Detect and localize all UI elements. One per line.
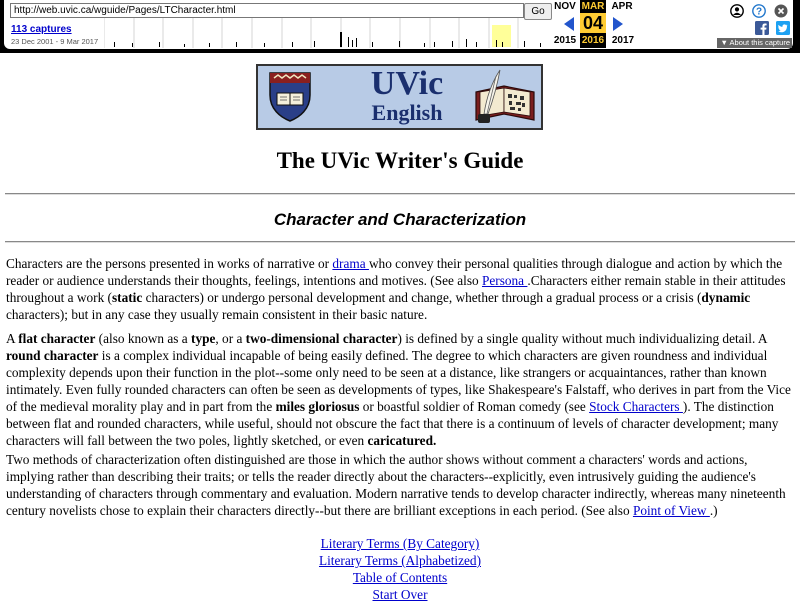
wayback-prev-year[interactable]: 2015 (553, 35, 577, 46)
text: ). The distinction between flat and rounded characters, while useful, should not obscure the fact that there is a continuum of levels of character development; many characters will fall between the two poles, lightly sketched, or even (6, 399, 779, 448)
facebook-icon[interactable] (755, 21, 769, 35)
text: (also known as a (95, 331, 192, 346)
link-point-of-view[interactable]: Point of View (632, 503, 710, 518)
term-type: type (191, 331, 216, 346)
term-dynamic: dynamic (701, 290, 751, 305)
text: characters) or undergo personal development and change, whether through a gradual process or a crisis ( (142, 290, 702, 305)
text: A (6, 331, 19, 346)
link-literary-terms-by-category[interactable]: Literary Terms (By Category) (320, 536, 480, 551)
link-table-of-contents[interactable]: Table of Contents (352, 570, 448, 585)
svg-text:?: ? (755, 6, 763, 18)
wayback-prev-month[interactable]: NOV (554, 1, 576, 12)
link-drama[interactable]: drama (332, 256, 369, 271)
wayback-toolbar (0, 0, 800, 53)
text: .Characters either remain stable in their attitudes throughout a work ( (6, 273, 786, 305)
text: is a complex individual incapable of being easily defined. The degree to which characters are given roundness and individual complexity depends upon their function in the plot--some only need to be seen at a distance, like strangers or acquaintances, rather than known intimately. Even fully rounded characters can often be seen as developments of types, like Shakespeare's Falstaff, who derives in part from the Vice of the medieval morality play and in part from the (6, 348, 791, 414)
paragraph-characters (6, 255, 796, 323)
term-miles-gloriosus: miles gloriosus (275, 399, 360, 414)
text: characters); but in any case they usually remain consistent in their basic nature. (6, 307, 428, 322)
section-title: Character and Characterization (273, 210, 527, 229)
twitter-icon[interactable] (776, 21, 790, 35)
wayback-url-input[interactable]: http://web.uvic.ca/wguide/Pages/LTCharacter.html (10, 3, 524, 18)
wayback-next-year[interactable]: 2017 (611, 35, 635, 46)
wayback-captures-link[interactable]: 113 captures (11, 24, 72, 35)
text: who convey their personal qualities through dialogue and action by which the reader or audience understands their thoughts, feelings, intentions and motives. (See also (6, 256, 783, 288)
uvic-crest-icon (268, 71, 312, 123)
text: ) is defined by a single quality without much individualizing detail. A (397, 331, 767, 346)
sparkline-highlight-year (492, 25, 511, 47)
link-persona[interactable]: Persona (481, 273, 528, 288)
paragraph-flat-round (6, 330, 796, 449)
logo-uvic-text: UVic (370, 65, 444, 102)
logo-english-text: English (371, 100, 443, 125)
text: Characters are the persons presented in works of narrative or (6, 256, 333, 271)
text: , or a (215, 331, 246, 346)
quill-and-book-icon (470, 68, 538, 126)
wayback-current-day: 04 (580, 13, 606, 33)
text: or boastful soldier of Roman comedy (see (359, 399, 590, 414)
divider (5, 241, 795, 243)
wayback-current-year: 2016 (581, 35, 605, 46)
term-round-character: round character (6, 348, 99, 363)
wayback-go-button[interactable]: Go (524, 3, 552, 20)
divider (5, 193, 795, 195)
term-static: static (112, 290, 143, 305)
wayback-next-month[interactable]: APR (611, 1, 633, 12)
help-icon[interactable] (752, 4, 766, 18)
paragraph-methods (6, 451, 796, 519)
wayback-capture-sparkline[interactable] (104, 18, 549, 48)
wayback-about-capture-button[interactable]: ▼ About this capture (717, 38, 792, 48)
page-title: The UVic Writer's Guide (276, 148, 524, 173)
link-start-over[interactable]: Start Over (372, 587, 428, 602)
close-icon[interactable] (774, 4, 788, 18)
footer-navigation (0, 535, 800, 603)
term-two-dimensional: two-dimensional character (245, 331, 398, 346)
wayback-toolbar-panel (4, 0, 793, 49)
wayback-current-date (580, 0, 606, 48)
link-stock-characters[interactable]: Stock Characters (589, 399, 683, 414)
term-flat-character: flat character (18, 331, 96, 346)
wayback-prev-arrow-icon[interactable] (564, 17, 574, 31)
wayback-current-month: MAR (581, 1, 605, 12)
wayback-next-arrow-icon[interactable] (613, 17, 623, 31)
term-caricatured: caricatured. (367, 433, 437, 448)
link-literary-terms-alphabetized[interactable]: Literary Terms (Alphabetized) (318, 553, 481, 568)
wayback-date-range: 23 Dec 2001 - 9 Mar 2017 (11, 37, 99, 46)
account-icon[interactable] (730, 4, 744, 18)
text: .) (709, 503, 718, 518)
text: Two methods of characterization often distinguished are those in which the author shows without comment a characters' words and actions, implying rather than describing their traits; or tells the reader directly about the characters--explicitly, even intrusively guiding the audience's understanding of characters through commentary and evaluation. Modern narrative tends to develop character indirectly, whereas many nineteenth century novelists chose to explain their characters directly--but there are brilliant exceptions in each period. (See also (6, 452, 786, 518)
uvic-english-logo (256, 64, 543, 130)
